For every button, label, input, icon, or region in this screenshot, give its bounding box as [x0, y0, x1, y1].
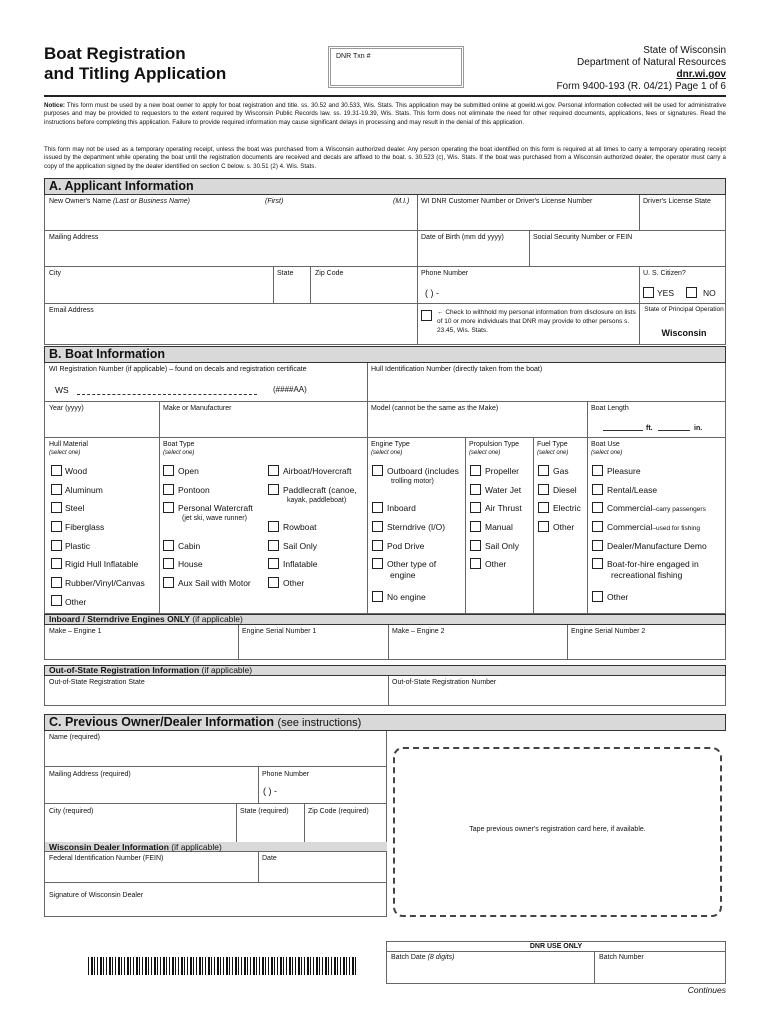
- type-option: Cabin: [178, 541, 201, 551]
- prop-manual-checkbox[interactable]: [470, 521, 481, 532]
- engine-option: No engine: [387, 592, 426, 602]
- prop-option: Sail Only: [485, 541, 520, 551]
- type-other-checkbox[interactable]: [268, 577, 279, 588]
- dob-label: Date of Birth (mm dd yyyy): [421, 234, 504, 241]
- prop-propeller-checkbox[interactable]: [470, 465, 481, 476]
- type-option: Other: [283, 578, 305, 588]
- use-option: Dealer/Manufacture Demo: [607, 541, 707, 551]
- engine-option: Other type of: [387, 559, 437, 569]
- withhold-checkbox[interactable]: [421, 310, 432, 321]
- prop-airthrust-checkbox[interactable]: [470, 502, 481, 513]
- prev-state-label: State (required): [240, 808, 289, 815]
- use-col-header: Boat Use: [591, 441, 620, 448]
- fuel-option: Gas: [553, 466, 569, 476]
- year-label: Year (yyyy): [49, 405, 84, 412]
- use-option: Rental/Lease: [607, 485, 658, 495]
- use-rental-checkbox[interactable]: [592, 484, 603, 495]
- type-cabin-checkbox[interactable]: [163, 540, 174, 551]
- prop-col-header: Propulsion Type: [469, 441, 520, 448]
- email-label: Email Address: [49, 307, 94, 314]
- engine-option: Outboard (includes: [387, 466, 459, 476]
- engine-none-checkbox[interactable]: [372, 591, 383, 602]
- type-option: Open: [178, 466, 199, 476]
- fein-label: Federal Identification Number (FEIN): [49, 855, 164, 862]
- section-b-header: B. Boat Information: [44, 346, 726, 363]
- section-c-box: [44, 731, 387, 917]
- section-c-header: C. Previous Owner/Dealer Information (see instructions): [44, 714, 726, 731]
- type-open-checkbox[interactable]: [163, 465, 174, 476]
- use-option: Pleasure: [607, 466, 641, 476]
- inboard-header: Inboard / Sterndrive Engines ONLY (if applicable): [44, 614, 726, 625]
- type-pontoon-checkbox[interactable]: [163, 484, 174, 495]
- hull-aluminum-checkbox[interactable]: [51, 484, 62, 495]
- fuel-option: Diesel: [553, 485, 577, 495]
- dealer-date-label: Date: [262, 855, 277, 862]
- use-option: Other: [607, 592, 629, 602]
- make-label: Make or Manufacturer: [163, 405, 232, 412]
- withhold-text: ← Check to withhold my personal information from disclosure on lists of 10 or more individuals that DNR may provide to other persons s. 23.45, Wis. Stats.: [437, 309, 636, 334]
- oos-box: [44, 676, 726, 706]
- hull-wood-checkbox[interactable]: [51, 465, 62, 476]
- type-sailonly-checkbox[interactable]: [268, 540, 279, 551]
- dnr-txn-box[interactable]: DNR Txn #: [328, 46, 464, 88]
- hull-option: Fiberglass: [65, 522, 105, 532]
- hull-id-label: Hull Identification Number (directly taken from the boat): [371, 366, 543, 373]
- fuel-option: Electric: [553, 503, 581, 513]
- dnr-use-box: [386, 941, 726, 984]
- website-link[interactable]: dnr.wi.gov: [676, 69, 726, 80]
- hull-option: Rigid Hull Inflatable: [65, 559, 139, 569]
- engine-col-header: Engine Type: [371, 441, 410, 448]
- dnr-use-title: DNR USE ONLY: [387, 942, 725, 952]
- prev-city-label: City (required): [49, 808, 94, 815]
- phone-label: Phone Number: [421, 270, 469, 277]
- citizen-no-checkbox[interactable]: [686, 287, 697, 298]
- select-one-note: (select one): [163, 450, 195, 456]
- engine-other-checkbox[interactable]: [372, 558, 383, 569]
- use-dealer-demo-checkbox[interactable]: [592, 540, 603, 551]
- dealer-signature-label: Signature of Wisconsin Dealer: [49, 892, 144, 899]
- dl-state-label: Driver's License State: [643, 198, 711, 205]
- hull-option: Other: [65, 597, 87, 607]
- batch-date-label: Batch Date (8 digits): [391, 954, 455, 961]
- prop-sail-checkbox[interactable]: [470, 540, 481, 551]
- type-option: Aux Sail with Motor: [178, 578, 251, 588]
- prop-waterjet-checkbox[interactable]: [470, 484, 481, 495]
- wi-reg-label: WI Registration Number (if applicable) – found on decals and registration certificate: [49, 366, 307, 373]
- agency-block: State of Wisconsin Department of Natural Resources dnr.wi.gov Form 9400-193 (R. 04/21) Page 1 of 6: [556, 45, 726, 92]
- section-a-header: A. Applicant Information: [44, 178, 726, 195]
- type-option: Personal Watercraft: [178, 503, 253, 513]
- type-col-header: Boat Type: [163, 441, 195, 448]
- oos-state-label: Out-of-State Registration State: [49, 679, 145, 686]
- use-other-checkbox[interactable]: [592, 591, 603, 602]
- ssn-label: Social Security Number or FEIN: [533, 234, 633, 241]
- select-one-note: (select one): [591, 450, 623, 456]
- fuel-gas-checkbox[interactable]: [538, 465, 549, 476]
- use-option: Commercial–used for fishing: [607, 522, 701, 532]
- zip-label: Zip Code: [315, 270, 344, 277]
- mi-label: (M.I.): [393, 198, 410, 205]
- inboard-box: [44, 625, 726, 660]
- tape-card-text: Tape previous owner's registration card here, if available.: [469, 826, 646, 833]
- type-option: Pontoon: [178, 485, 210, 495]
- engine-option: Sterndrive (I/O): [387, 522, 446, 532]
- engine-sterndrive-checkbox[interactable]: [372, 521, 383, 532]
- engine-inboard-checkbox[interactable]: [372, 502, 383, 513]
- prev-mailing-label: Mailing Address (required): [49, 771, 131, 778]
- citizen-yes-checkbox[interactable]: [643, 287, 654, 298]
- other-engine-sub: engine: [390, 570, 416, 580]
- engine-pod-checkbox[interactable]: [372, 540, 383, 551]
- fuel-electric-checkbox[interactable]: [538, 502, 549, 513]
- principal-value: Wisconsin: [661, 328, 707, 338]
- hull-option: Plastic: [65, 541, 91, 551]
- type-paddlecraft-checkbox[interactable]: [268, 484, 279, 495]
- section-b-box: [44, 363, 726, 614]
- hull-option: Wood: [65, 466, 88, 476]
- hull-fiberglass-checkbox[interactable]: [51, 521, 62, 532]
- type-house-checkbox[interactable]: [163, 558, 174, 569]
- type-inflatable-checkbox[interactable]: [268, 558, 279, 569]
- prev-zip-label: Zip Code (required): [308, 808, 369, 815]
- prop-other-checkbox[interactable]: [470, 558, 481, 569]
- select-one-note: (select one): [469, 450, 501, 456]
- engine-option: Pod Drive: [387, 541, 425, 551]
- citizen-no-label: NO: [703, 288, 716, 298]
- make1-label: Make – Engine 1: [49, 628, 102, 635]
- prop-option: Air Thrust: [485, 503, 522, 513]
- temp-receipt-text: This form may not be used as a temporary operating receipt, unless the boat was purchased from a Wisconsin authorized dealer. Any person operating the boat identified on this form is required at all times to carry a temporary operating receipt issued by the department while operating the boat until the registration documents are received and decals are affixed to the boat. s. 30.523 (c), Wis. Stats. If the boat was purchased from a Wisconsin authorized dealer, the operator must carry a copy of the application signed by the dealer identified on section C below. s. 30.51 (2) 4. Wis. Stats.: [44, 146, 726, 170]
- ws-format: (####AA): [273, 385, 307, 394]
- principal-label: State of Principal Operation: [644, 306, 724, 313]
- hull-option: Steel: [65, 503, 85, 513]
- fuel-other-checkbox[interactable]: [538, 521, 549, 532]
- use-option: Commercial–carry passengers: [607, 503, 706, 513]
- hull-option: Aluminum: [65, 485, 103, 495]
- fuel-col-header: Fuel Type: [537, 441, 568, 448]
- dealer-header: Wisconsin Dealer Information (if applicable): [45, 842, 387, 852]
- in-label: in.: [694, 425, 703, 432]
- use-bfh-sub: recreational fishing: [611, 570, 683, 580]
- prop-option: Water Jet: [485, 485, 522, 495]
- select-one-note: (select one): [537, 450, 569, 456]
- batch-number-label: Batch Number: [599, 954, 644, 961]
- state-label: State: [277, 270, 294, 277]
- prop-option: Manual: [485, 522, 513, 532]
- engine-option: Inboard: [387, 503, 416, 513]
- hull-other-checkbox[interactable]: [51, 595, 62, 606]
- form-title: Boat Registration and Titling Application: [44, 44, 227, 83]
- ws-prefix: WS: [55, 385, 69, 395]
- use-boat-for-hire-checkbox[interactable]: [592, 558, 603, 569]
- prev-phone-label: Phone Number: [262, 771, 310, 778]
- hull-option: Rubber/Vinyl/Canvas: [65, 578, 145, 588]
- type-option: Inflatable: [283, 559, 318, 569]
- type-option: Rowboat: [283, 522, 317, 532]
- outboard-sub: trolling motor): [391, 478, 434, 485]
- mailing-label: Mailing Address: [49, 234, 99, 241]
- owner-name-label: New Owner's Name (Last or Business Name): [49, 198, 191, 205]
- type-option: House: [178, 559, 203, 569]
- hull-rigid-inflatable-checkbox[interactable]: [51, 558, 62, 569]
- pwc-sub: (jet ski, wave runner): [182, 515, 247, 522]
- city-label: City: [49, 270, 62, 277]
- select-one-note: (select one): [49, 450, 81, 456]
- hull-col-header: Hull Material: [49, 441, 88, 448]
- make2-label: Make – Engine 2: [392, 628, 445, 635]
- fuel-option: Other: [553, 522, 575, 532]
- fuel-diesel-checkbox[interactable]: [538, 484, 549, 495]
- hull-plastic-checkbox[interactable]: [51, 540, 62, 551]
- model-label: Model (cannot be the same as the Make): [371, 405, 499, 412]
- prev-phone-format: ( ) -: [263, 786, 277, 796]
- type-option: Sail Only: [283, 541, 318, 551]
- dnr-customer-label: WI DNR Customer Number or Driver's License Number: [421, 198, 593, 205]
- oos-header: Out-of-State Registration Information (if applicable): [44, 665, 726, 676]
- citizen-label: U. S. Citizen?: [643, 270, 686, 277]
- use-pleasure-checkbox[interactable]: [592, 465, 603, 476]
- use-commercial-fishing-checkbox[interactable]: [592, 521, 603, 532]
- barcode: [88, 957, 356, 975]
- use-option: Boat-for-hire engaged in: [607, 559, 699, 569]
- notice-text: Notice: This form must be used by a new boat owner to apply for boat registration and title. ss. 30.52 and 30.533, Wis. Stats. This application may be submitted online at gowild.wi.gov. Personal information collected will be used for administrative purposes and may be provided to requestors to the extent required by Wisconsin Public Records law. ss. 19.31-19.39, Wis. Stats. This form does not eliminate the need for other required documents, applications, fees or signatures. Read the instructions before completing this application. Failure to provide required information may cause significant delays in processing and may result in the denial of this application.: [44, 102, 727, 126]
- engine-outboard-checkbox[interactable]: [372, 465, 383, 476]
- serial2-label: Engine Serial Number 2: [571, 628, 646, 635]
- citizen-yes-label: YES: [657, 288, 675, 298]
- type-auxsail-checkbox[interactable]: [163, 577, 174, 588]
- use-commercial-passengers-checkbox[interactable]: [592, 502, 603, 513]
- type-airboat-checkbox[interactable]: [268, 465, 279, 476]
- select-one-note: (select one): [371, 450, 403, 456]
- length-label: Boat Length: [591, 405, 629, 412]
- continues-text: Continues: [687, 985, 726, 995]
- type-rowboat-checkbox[interactable]: [268, 521, 279, 532]
- section-a-box: [44, 195, 726, 345]
- oos-num-label: Out-of-State Registration Number: [392, 679, 497, 686]
- prop-option: Propeller: [485, 466, 520, 476]
- paddle-sub: kayak, paddleboat): [287, 497, 347, 504]
- type-option: Paddlecraft (canoe,: [283, 485, 357, 495]
- ft-label: ft.: [646, 425, 653, 432]
- serial1-label: Engine Serial Number 1: [242, 628, 317, 635]
- first-label: (First): [265, 198, 284, 205]
- type-pwc-checkbox[interactable]: [163, 502, 174, 513]
- type-option: Airboat/Hovercraft: [283, 466, 352, 476]
- phone-format: ( ) -: [425, 288, 439, 298]
- hull-steel-checkbox[interactable]: [51, 502, 62, 513]
- hull-rubber-checkbox[interactable]: [51, 577, 62, 588]
- prev-name-label: Name (required): [49, 734, 100, 741]
- prop-option: Other: [485, 559, 507, 569]
